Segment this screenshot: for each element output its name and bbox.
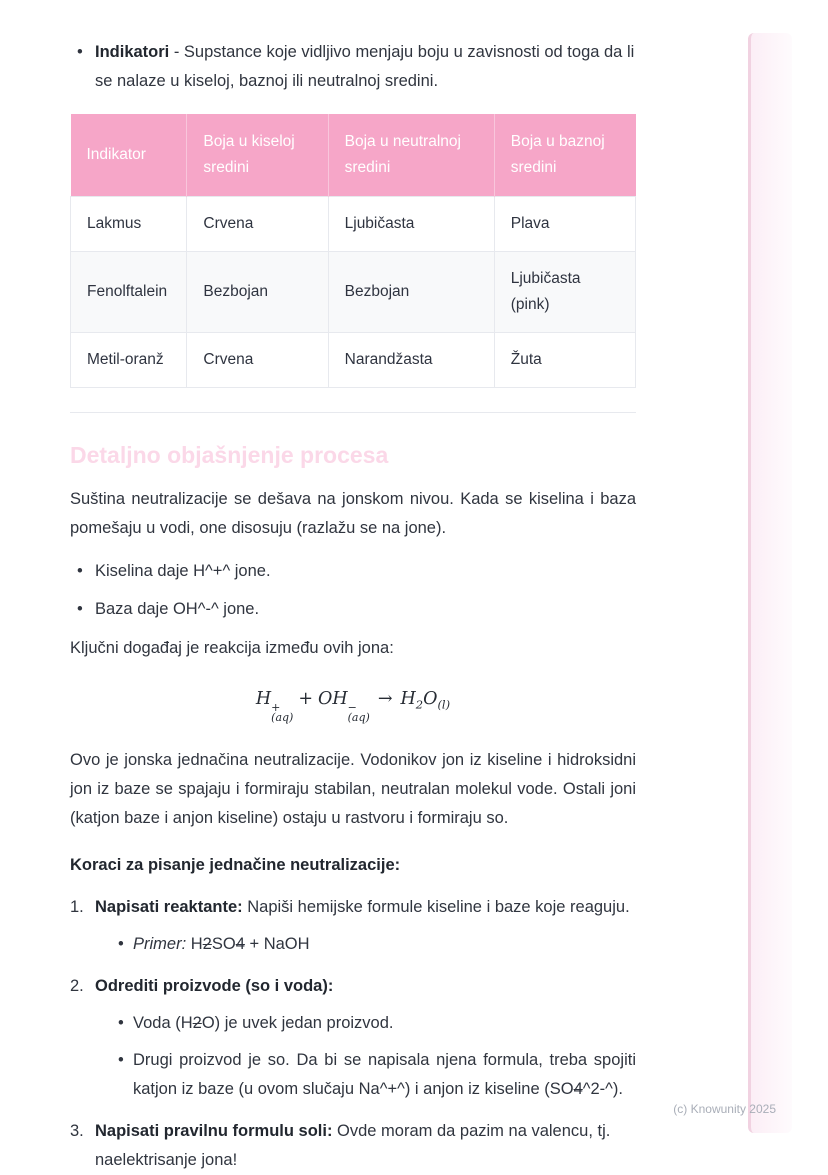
table-cell: Plava	[494, 197, 635, 252]
document-page	[70, 38, 636, 1175]
table-header-neutralnoj: Boja u neutralnoj sredini	[328, 114, 494, 197]
section-heading: Detaljno objašnjenje procesa	[70, 442, 389, 468]
table-cell: Metil-oranž	[71, 333, 187, 388]
sub-item: • Voda (H2O) je uvek jedan proizvod.	[95, 1009, 636, 1038]
step-item-2: 2. Odrediti proizvode (so i voda): • Voda (H2O) je uvek jedan proizvod. • Drugi proizvod je so. Da bi se napisala njena formula, treba spojiti katjon iz baze (u ovom slučaju Na^+^) i anjon iz kiseline (SO4^2-^).	[70, 972, 636, 1104]
intro-definition: - Supstance koje vidljivo menjaju boju u zavisnosti od toga da li se nalaze u kiseloj, baznoj ili neutralnoj sredini.	[95, 43, 635, 90]
table-cell: Lakmus	[71, 197, 187, 252]
page-margin-highlight-bar	[748, 33, 792, 1133]
step-number: 2.	[70, 977, 84, 995]
steps-list	[70, 893, 636, 1175]
sub-item: • Primer: H2SO4 + NaOH	[95, 930, 636, 959]
step-sublist	[95, 1009, 636, 1104]
step-number: 1.	[70, 898, 84, 916]
list-item: • Kiselina daje H^+^ jone.	[70, 557, 636, 586]
paragraph-intro: Suština neutralizacije se dešava na jonskom nivou. Kada se kiselina i baza pomešaju u vodi, one disosuju (razlažu se na jone).	[70, 490, 636, 537]
step-item-1: 1. Napisati reaktante: Napiši hemijske formule kiseline i baze koje reaguju. • Primer: H2SO4 + NaOH	[70, 893, 636, 959]
paragraph-explanation: Ovo je jonska jednačina neutralizacije. Vodonikov jon iz kiseline i hidroksidni jon iz baze se spajaju i formiraju stabilan, neutralan molekul vode. Ostali joni (katjon baze i anjon kiseline) ostaju u rastvoru i formiraju so.	[70, 751, 636, 827]
formula-text: H + (aq) + OH − (aq) → $H_2O_{(l)}$	[255, 689, 451, 724]
copyright-footer: (c) Knowunity 2025	[673, 1102, 776, 1116]
step-sublist	[95, 930, 636, 959]
table-cell: Narandžasta	[328, 333, 494, 388]
table-cell: Ljubičasta	[328, 197, 494, 252]
table-cell: Bezbojan	[187, 252, 328, 333]
table-header-indikator: Indikator	[71, 114, 187, 197]
list-item: • Baza daje OH^-^ jone.	[70, 595, 636, 624]
section-divider	[70, 412, 636, 413]
table-cell: Fenolftalein	[71, 252, 187, 333]
intro-list	[70, 38, 636, 96]
sub-item: • Drugi proizvod je so. Da bi se napisala njena formula, treba spojiti katjon iz baze (u ovom slučaju Na^+^) i anjon iz kiseline (SO4^2-^).	[95, 1046, 636, 1104]
table-row	[71, 197, 636, 252]
steps-title: Koraci za pisanje jednačine neutralizacije:	[70, 856, 401, 874]
step-number: 3.	[70, 1122, 84, 1140]
table-header-row	[71, 114, 636, 197]
step-item-3: 3. Napisati pravilnu formulu soli: Ovde moram da pazim na valencu, tj. naelektrisanje jona!	[70, 1117, 636, 1175]
table-header-kiseloj: Boja u kiseloj sredini	[187, 114, 328, 197]
table-cell: Žuta	[494, 333, 635, 388]
intro-term: Indikatori	[95, 43, 170, 61]
ion-list	[70, 557, 636, 624]
table-header-baznoj: Boja u baznoj sredini	[494, 114, 635, 197]
indicator-table	[70, 114, 636, 388]
chemical-equation	[70, 677, 636, 730]
table-cell: Crvena	[187, 333, 328, 388]
intro-bullet	[70, 38, 636, 96]
table-row	[71, 333, 636, 388]
paragraph-leadin: Ključni događaj je reakcija između ovih jona:	[70, 639, 394, 657]
table-cell: Ljubičasta (pink)	[494, 252, 635, 333]
table-row	[71, 252, 636, 333]
table-cell: Bezbojan	[328, 252, 494, 333]
table-cell: Crvena	[187, 197, 328, 252]
